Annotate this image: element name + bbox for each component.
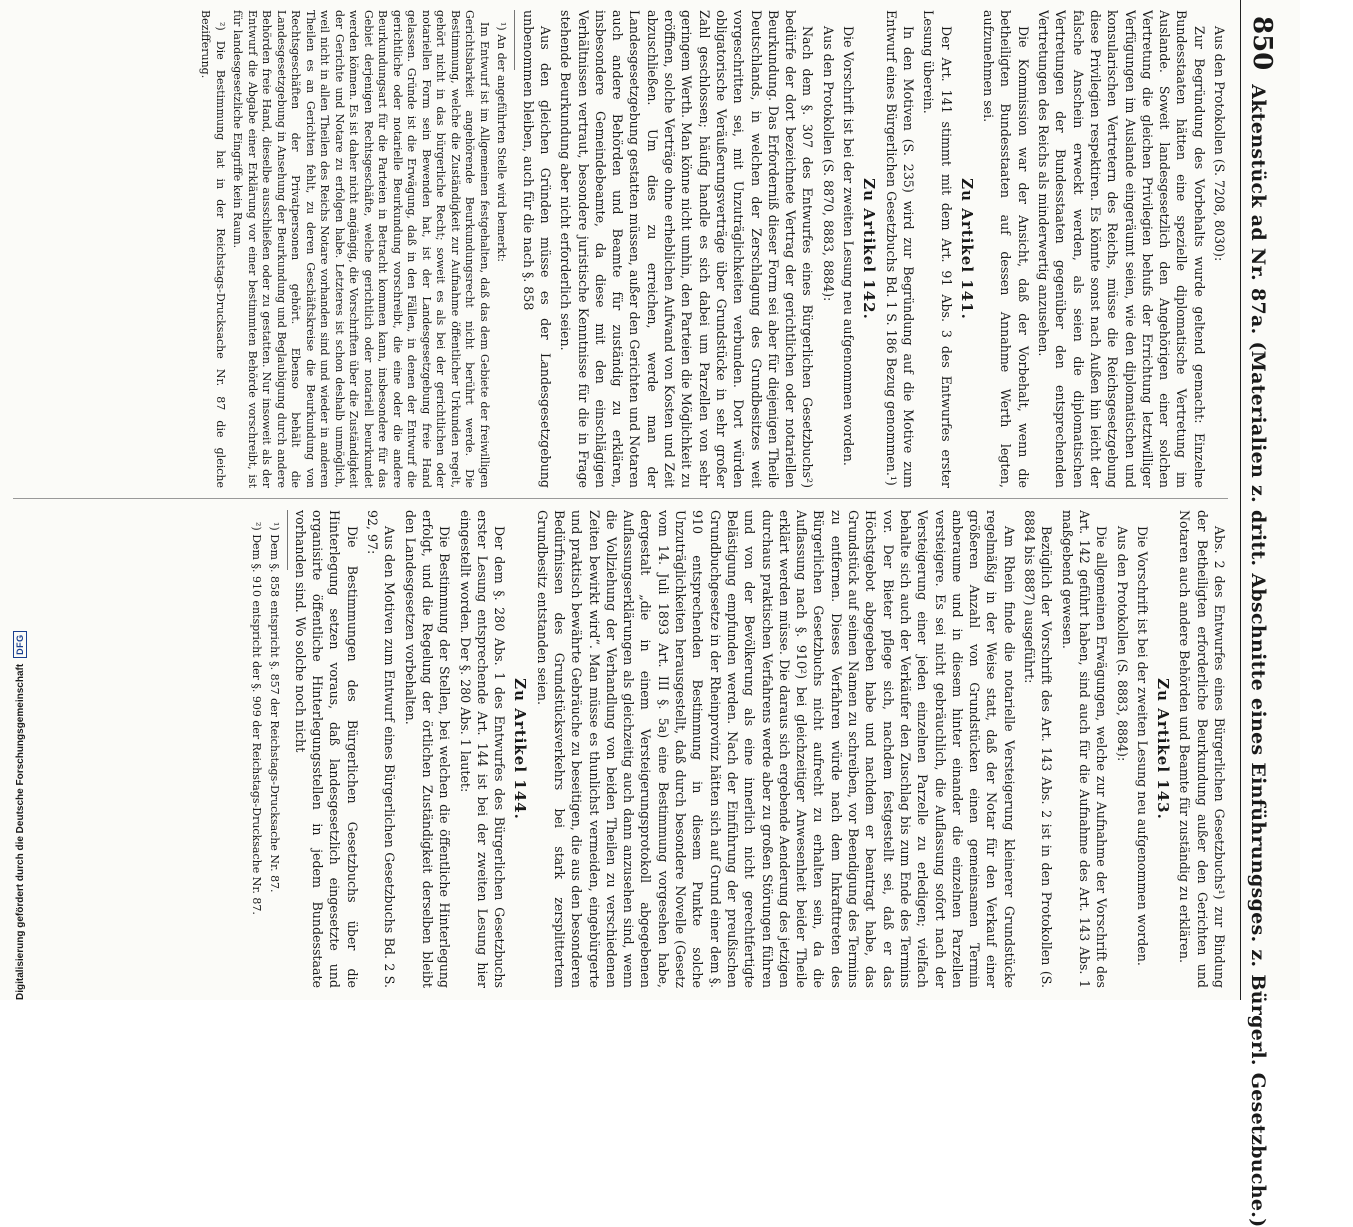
paragraph: Die Kommission war der Ansicht, daß der Vorbehalt, wenn die betheiligten Bundesstaaten auf dessen Annahme Werth legten, aufzunehmen sei. xyxy=(981,10,1031,488)
footnote: Im Entwurf ist im Allgemeinen festgehalten, daß das dem Gebiete der freiwilligen Gerichtsbarkeit angehörende Beurkundungsrecht nicht berührt werde. Die Bestimmung, welche die Zuständigkeit zur Aufnahme öffentlicher Urkunden regelt, gehört nicht in das bürgerliche Recht; soweit es als bei der gerichtlichen oder notariellen Form sein Bewenden hat, ist der Landesgesetzgebung freie Hand gelassen. Gründe ist die Erwägung, daß in den Fällen, in denen der Entwurf die gerichtliche oder notarielle Beurkundung vorschreibt, die eine oder die andere Beurkundungsart für die Parteien in Betracht kommen kann, insbesondere für das Gebiet derjenigen Rechtsgeschäfte, welche gerichtlich oder notariell beurkundet werden können. Es ist daher nicht angängig, die Vorschriften über die Zuständigkeit der Gerichte und Notare zu erfolgen habe. Letzteres ist schon deshalb unmöglich, weil nicht in allen Theilen des Reichs Notare vorhanden sind und wieder in anderen Theilen es an Gerichten fehlt, zu deren Geschäftskreise die Beurkundung von Rechtsgeschäften der Privatpersonen gehört. Ebenso behält die Landesgesetzgebung in Ansehung der Beurkundung und Beglaubigung durch andere Behörden freie Hand, dieselbe ausschließen oder zu gestatten. Nur insoweit als der Entwurf die Abgabe einer Erklärung vor einer bestimmten Behörde vorschreibt, ist für landesgesetzliche Eingriffe kein Raum. xyxy=(231,10,491,488)
page-number: 850 xyxy=(1247,16,1277,71)
paragraph: Die allgemeinen Erwägungen, welche zur Aufnahme der Vorschrift des Art. 142 geführt haben, sind auch für die Aufnahme des Art. 143 Abs. 1 maßgebend gewesen. xyxy=(1059,510,1110,988)
paragraph: Der Art. 141 stimmt mit dem Art. 91 Abs. 3 des Entwurfes erster Lesung überein. xyxy=(921,10,954,488)
section-heading: Zu Artikel 141. xyxy=(957,178,976,320)
paragraph: Die Vorschrift ist bei der zweiten Lesung neu aufgenommen worden. xyxy=(1134,526,1150,966)
paragraph: Aus den Protokollen (S. 8870, 8883, 8884): xyxy=(820,26,836,302)
paragraph: Bezüglich der Vorschrift des Art. 143 Abs. 2 ist in den Protokollen (S. 8884 bis 8887) ausgeführt: xyxy=(1022,510,1055,988)
paragraph: Der dem §. 280 Abs. 1 des Entwurfes des Bürgerlichen Gesetzbuchs erster Lesung entsprechende Art. 144 ist bei der zweiten Lesung hier eingestellt worden. Der §. 280 Abs. 1 lautet: xyxy=(457,510,508,988)
running-title: Aktenstück ad Nr. 87a. (Materialien z. dritt. Abschnitte eines Einführungsges. z. Bürgerl. Gesetzbuche.) xyxy=(1247,84,1269,1227)
right-column xyxy=(13,510,1228,988)
paragraph: Die Bestimmung der Stellen, bei welchen die öffentliche Hinterlegung erfolgt, und die Regelung der örtlichen Zuständigkeit derselben bleibt den Landesgesetzen vorbehalten. xyxy=(402,510,453,988)
footnote: ¹) An der angeführten Stelle wird bemerkt: xyxy=(495,22,509,263)
page-header xyxy=(1240,0,1300,1227)
footnote: ²) Die Bestimmung hat in der Reichstags-Drucksache Nr. 87 die gleiche Bezifferung. xyxy=(199,10,227,488)
section-heading: Zu Artikel 143. xyxy=(1154,678,1173,820)
digitization-credit xyxy=(8,0,32,1000)
credit-text: Digitalisierung gefördert durch die Deutsche Forschungsgemeinschaft xyxy=(14,663,26,1000)
left-column xyxy=(13,10,1228,488)
paragraph: In den Motiven (S. 235) wird zur Begründung auf die Motive zum Entwurf eines Bürgerlichen Gesetzbuchs Bd. 1 S. 186 Bezug genommen.¹) xyxy=(883,10,916,488)
section-heading: Zu Artikel 144. xyxy=(511,678,530,820)
footnote-rule xyxy=(287,510,288,570)
paragraph: Die Bestimmungen des Bürgerlichen Gesetzbuchs über die Hinterlegung setzen voraus, daß landesgesetzlich eingesetzte und organisirte öffentliche Hinterlegungsstellen in jedem Bundesstaate vorhanden sind. Wo solche noch nicht xyxy=(292,510,360,988)
paragraph: Am Rhein finde die notarielle Versteigerung kleinerer Grundstücke regelmäßig in der Weise statt, daß der Notar für den Verkauf einer größeren Anzahl von Grundstücken einen gemeinsamen Termin anberaume und in diesem hinter einander die einzelnen Parzellen versteigere. Es sei nicht gebräuchlich, die Auflassung sofort nach der Versteigerung einer jeden einzelnen Parzelle zu erledigen; vielfach behalte sich auch der Verkäufer den Zuschlag bis zum Ende des Termins vor. Der Bieter pflege sich, nachdem festgestellt sei, daß er das Höchstgebot abgegeben habe und nachdem er beantragt habe, das Grundstück auf seinen Namen zu schreiben, vor Beendigung des Termins zu entfernen. Dieses Verfahren würde nach dem Inkrafttreten des Bürgerlichen Gesetzbuchs nicht aufrecht zu erhalten sein, da die Auflassung nach §. 910²) bei gleichzeitiger Anwesenheit beider Theile erklärt werden müsse. Die daraus sich ergebende Aenderung des jetzigen durchaus praktischen Verfahrens werde aber zu großen Störungen führen und von der Bevölkerung als eine innerlich nicht gerechtfertigte Belästigung empfunden werden. Nach der Einführung der preußischen Grundbuchgesetze in der Rheinprovinz hätten sich auf Grund einer dem §. 910 entsprechenden Bestimmung in diesem Punkte solche Unzuträglichkeiten herausgestellt, daß durch besondere Novelle (Gesetz vom 14. Juli 1893 Art. III §. 5a) eine Bestimmung vorgesehen habe, dergestalt „die in einem Versteigerungsprotokoll abgegebenen Auflassungserklärungen als gleichzeitig auch dann anzusehen sind, wenn die Vollziehung der Verhandlung von beiden Theilen zu verschiedenen Zeiten bewirkt wird“. Man müsse es thunlichst vermeiden, eingebürgerte und praktisch bewährte Gebräuche zu beseitigen, die aus den besonderen Bedürfnissen des Grundstücksverkehrs bei stark zersplittertem Grundbesitz entstanden seien. xyxy=(534,510,1017,988)
footnote: ¹) Dem §. 858 entspricht §. 857 der Reichstags-Drucksache Nr. 87. xyxy=(267,522,281,893)
column-divider xyxy=(13,498,1228,499)
paragraph: Zur Begründung des Vorbehalts wurde geltend gemacht: Einzelne Bundesstaaten hätten eine spezielle diplomatische Vertretung im Auslande. Soweit landesgesetzlich den Angehörigen einer solchen Vertretung die gleichen Privilegien behufs der Errichtung letztwilliger Verfügungen im Auslande eingeräumt seien, wie den diplomatischen und konsularischen Vertretern des Reichs, müsse die Reichsgesetzgebung diese Privilegien respektiren. Es könnte sonst nach Außen hin leicht der falsche Anschein erweckt werden, als seien die diplomatischen Vertretungen der Bundesstaaten gegenüber den entsprechenden Vertretungen des Reichs als minderwertig anzusehen. xyxy=(1036,10,1207,488)
paragraph: Nach dem §. 307 des Entwurfes eines Bürgerlichen Gesetzbuchs²) bedürfe der dort bezeichnete Vertrag der gerichtlichen oder notariellen Beurkundung. Das Erforderniß dieser Form sei aber für diejenigen Theile Deutschlands, in welchen der Zerschlagung des Grundbesitzes weit vorgeschritten sei, mit Unzuträglichkeiten verbunden. Dort würden obligatorische Veräußerungsverträge über Grundstücke in sehr großer Zahl geschlossen; häufig handle es sich dabei um Parzellen von sehr geringem Werth. Man könne nicht umhin, den Parteien die Möglichkeit zu eröffnen, solche Verträge ohne erheblichen Aufwand von Kosten und Zeit abzuschließen. Um dies zu erreichen, werde man der Landesgesetzgebung gestatten müssen, außer den Gerichten und Notaren auch andere Behörden und Beamte für zuständig zu erklären, insbesondere Gemeindebeamte, da diese mit den einschlägigen Verhältnissen vertraut, besondere juristische Kenntnisse für die in Frage stehende Beurkundung aber nicht erforderlich seien. xyxy=(558,10,816,488)
dfg-logo: DFG xyxy=(13,631,27,658)
paragraph: Abs. 2 des Entwurfes eines Bürgerlichen Gesetzbuchs¹) zur Bindung der Betheiligten erforderliche Beurkundung außer den Gerichten und Notaren auch andere Behörden und Beamte für zuständig zu erklären. xyxy=(1177,510,1227,988)
paragraph: Aus den Protokollen (S. 7208, 8030): xyxy=(1212,26,1227,262)
paragraph: Aus den Motiven zum Entwurf eines Bürgerlichen Gesetzbuchs Bd. 2 S. 92, 97: xyxy=(365,510,398,988)
paragraph: Die Vorschrift ist bei der zweiten Lesung neu aufgenommen worden. xyxy=(841,26,857,466)
paragraph: Aus den Protokollen (S. 8883, 8884): xyxy=(1114,526,1130,762)
footnote: ²) Dem §. 910 entspricht der §. 909 der Reichstags-Drucksache Nr. 87. xyxy=(250,522,264,915)
paragraph: Aus den gleichen Gründen müsse es der Landesgesetzgebung unbenommen bleiben, auch für die nach §. 858 xyxy=(520,10,554,488)
footnote-rule xyxy=(514,10,515,70)
section-heading: Zu Artikel 142. xyxy=(860,178,879,320)
